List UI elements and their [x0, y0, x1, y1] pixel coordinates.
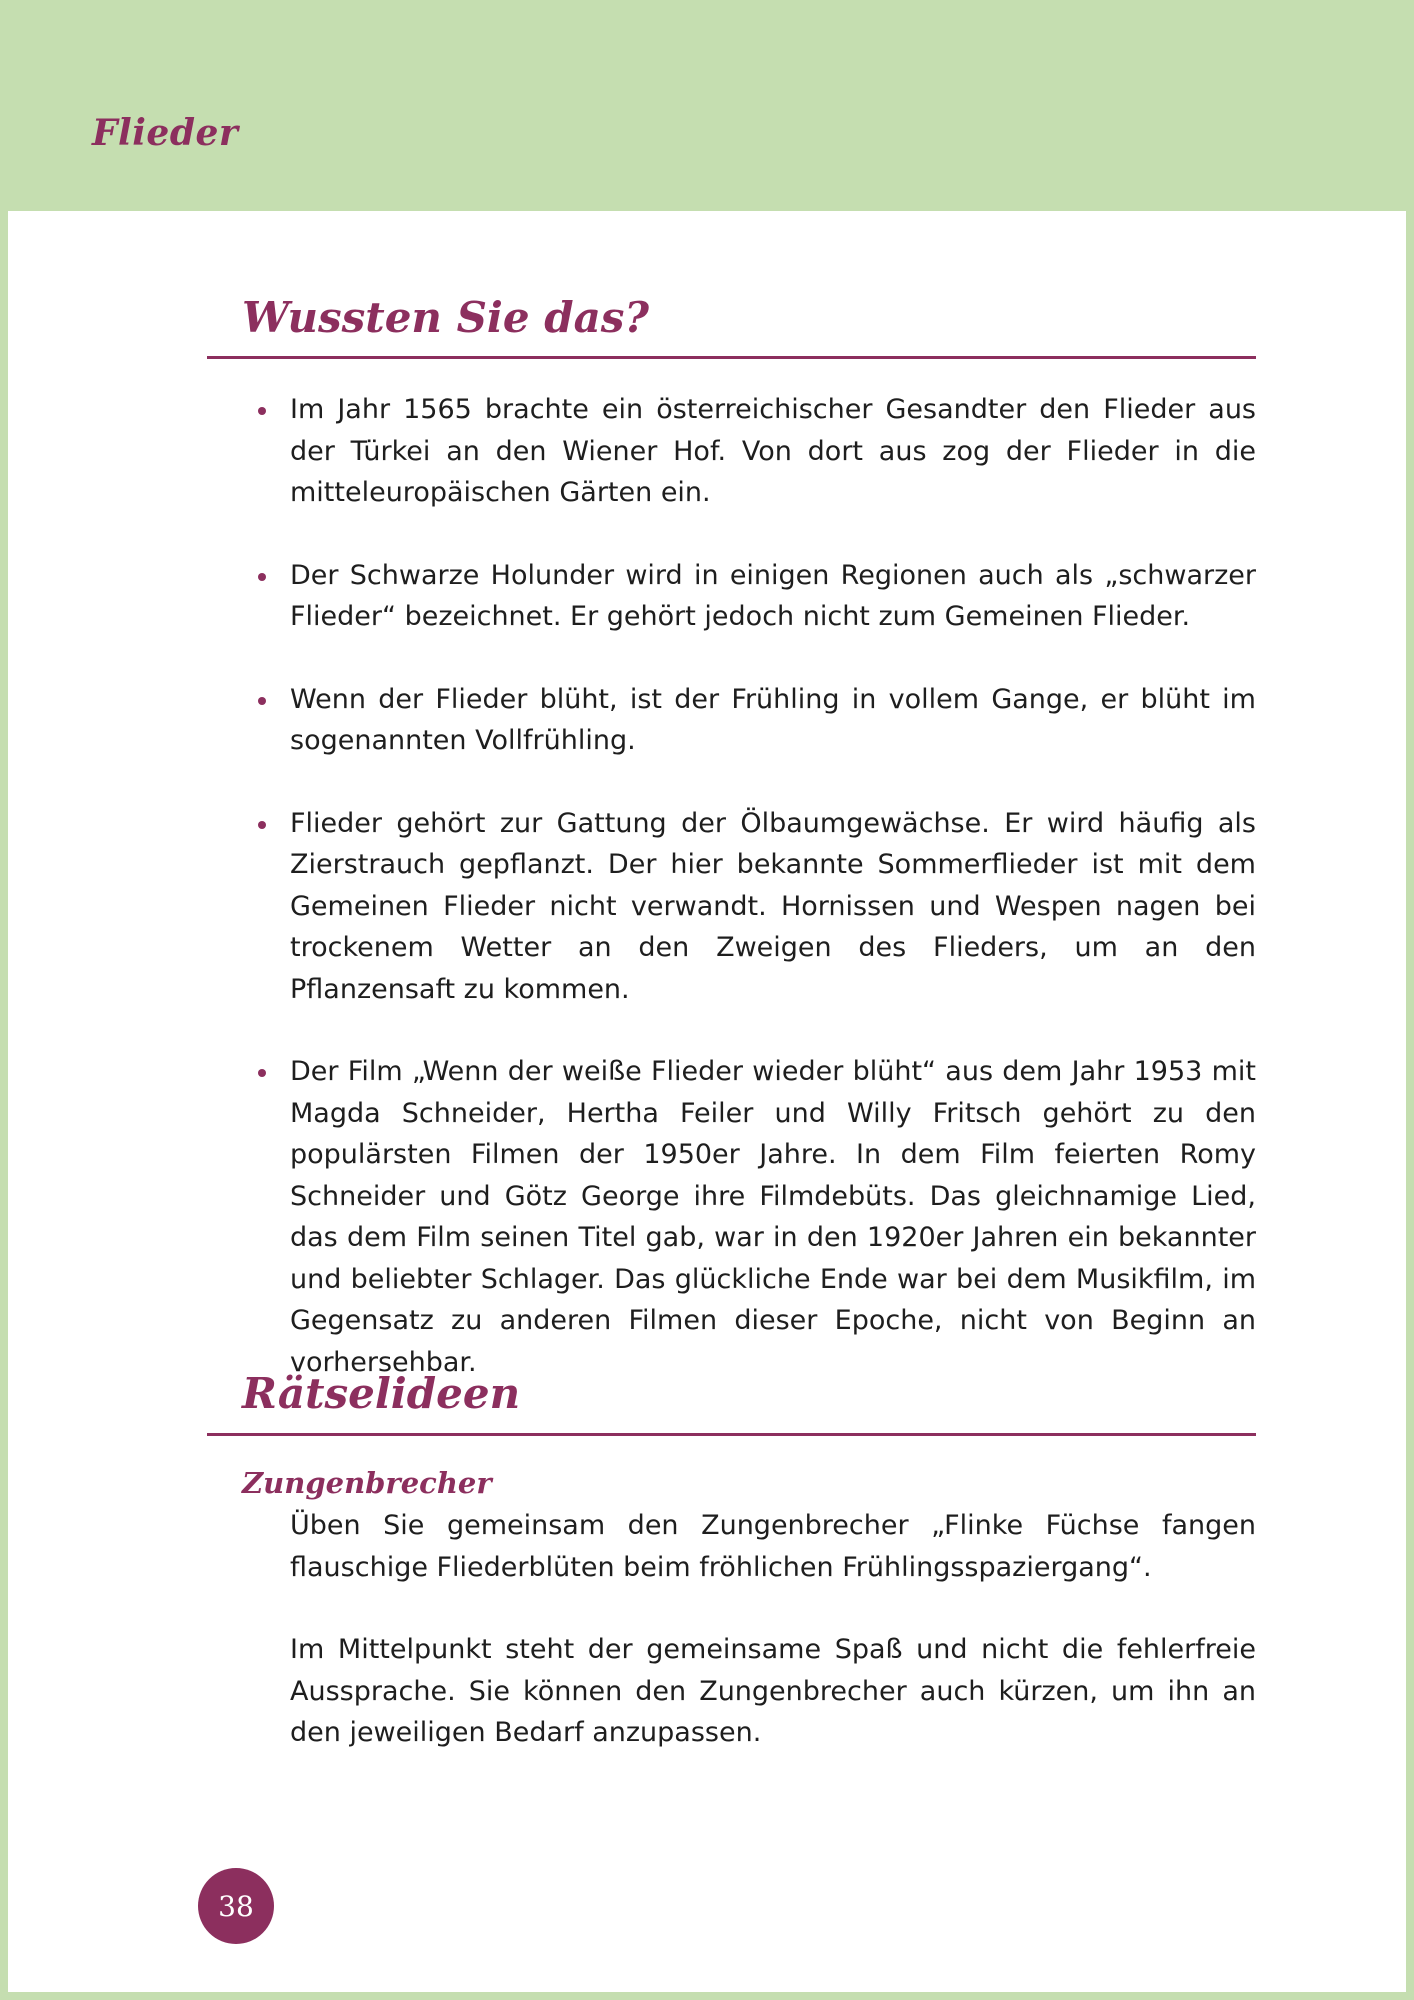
chapter-title: Flieder — [92, 112, 239, 154]
fact-item: Im Jahr 1565 brachte ein österreichischer Gesandter den Flieder aus der Türkei an den Wiener Hof. Von dort aus zog der Flieder in die mitteleuropäischen Gärten ein. — [290, 389, 1256, 514]
fact-item: Der Film „Wenn der weiße Flieder wieder blüht“ aus dem Jahr 1953 mit Magda Schneider, Hertha Feiler und Willy Fritsch gehört zu den populärsten Filmen der 1950er Jahre. In dem Film feierten Romy Schneider und Götz George ihre Filmdebüts. Das gleichnamige Lied, das dem Film seinen Titel gab, war in den 1920er Jahren ein bekannter und beliebter Schlager. Das glückliche Ende war bei dem Musikfilm, im Gegensatz zu anderen Filmen dieser Epoche, nicht von Beginn an vorhersehbar. — [290, 1051, 1256, 1383]
fact-item: Der Schwarze Holunder wird in einigen Regionen auch als „schwarzer Flieder“ bezeichnet. Er gehört jedoch nicht zum Gemeinen Flieder. — [290, 555, 1256, 638]
tongue-twister-subheading: Zungenbrecher — [242, 1466, 492, 1500]
facts-heading-text: Wussten Sie das? — [242, 293, 650, 342]
riddle-heading-text: Rätselideen — [242, 1369, 521, 1418]
facts-list — [290, 389, 1256, 1424]
page-header — [0, 0, 1414, 211]
riddle-section-heading — [207, 1369, 1256, 1436]
riddle-body — [290, 1505, 1256, 1795]
fact-item: Flieder gehört zur Gattung der Ölbaumgewächse. Er wird häufig als Zierstrauch gepflanzt. Der hier bekannte Sommerflieder ist mit dem Gemeinen Flieder nicht verwandt. Hornissen und Wespen nagen bei trockenem Wetter an den Zweigen des Flieders, um an den Pflanzensaft zu kommen. — [290, 803, 1256, 1011]
riddle-paragraph: Im Mittelpunkt steht der gemeinsame Spaß und nicht die fehlerfreie Aussprache. Sie können den Zungenbrecher auch kürzen, um ihn an den jeweiligen Bedarf anzupassen. — [290, 1634, 1256, 1748]
riddle-paragraph: Üben Sie gemeinsam den Zungenbrecher „Flinke Füchse fangen flauschige Fliederblüten beim fröhlichen Frühlingsspaziergang“. — [290, 1510, 1256, 1583]
fact-item: Wenn der Flieder blüht, ist der Frühling in vollem Gange, er blüht im sogenannten Vollfrühling. — [290, 679, 1256, 762]
facts-section-heading — [207, 293, 1256, 359]
page-number-badge: 38 — [198, 1868, 274, 1944]
